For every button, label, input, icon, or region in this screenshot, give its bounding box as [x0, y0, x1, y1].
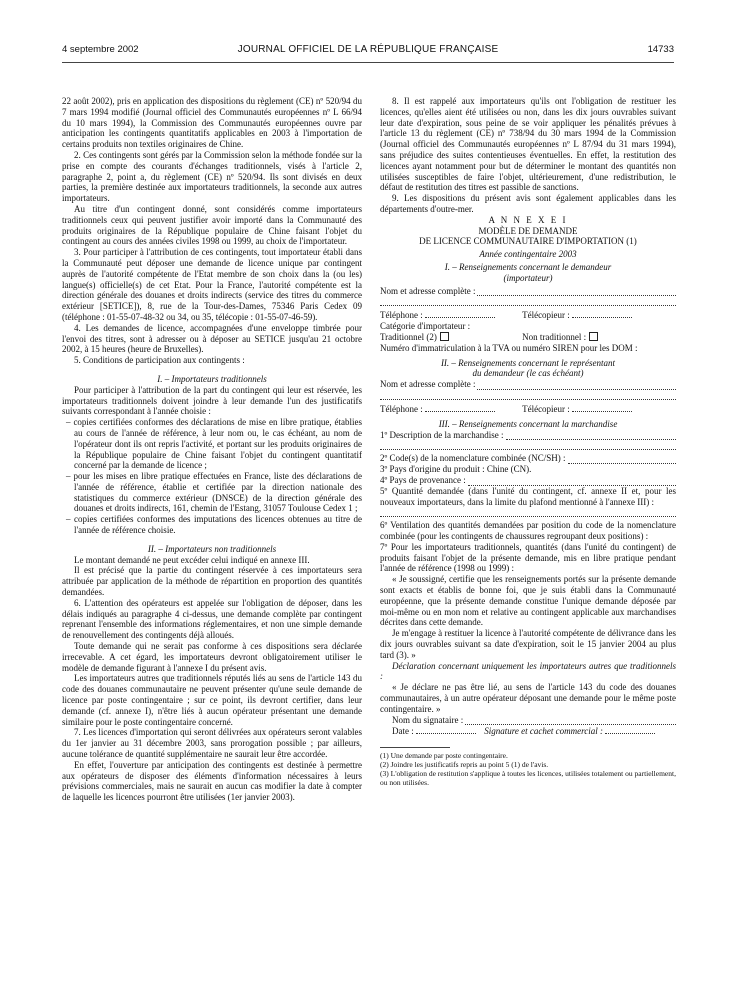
field-label: 2º Code(s) de la nomenclature combinée (NC/SH) :: [380, 453, 566, 464]
field-label: Nom du signataire :: [392, 714, 464, 725]
traditional-checkbox[interactable]: [440, 332, 449, 341]
left-column: [62, 96, 362, 803]
paragraph: 6. L'attention des opérateurs est appelée sur l'obligation de déposer, dans les délais indiqués au paragraphe 4 ci-dessus, une demande complète par contingent reprenant l'ensemble des informations réglementaires, et non une simple demande de renouvellement des contingents déjà alloués.: [62, 597, 362, 641]
blank-line[interactable]: [380, 393, 676, 400]
field-label: Date :: [392, 726, 414, 737]
section-heading: I. – Importateurs traditionnels: [157, 373, 267, 384]
paragraph: Le montant demandé ne peut excéder celui indiqué en annexe III.: [74, 554, 310, 565]
journal-title: JOURNAL OFFICIEL DE LA RÉPUBLIQUE FRANÇAISE: [237, 44, 499, 55]
footnote-rule: [380, 747, 450, 748]
paragraph: 8. Il est rappelé aux importateurs qu'ils ont l'obligation de restituer les licences, qu'elles aient été utilisées ou non, dans les dix jours ouvrables suivant leur date d'expiration, sous peine de se voir appliquer les pénalités prévues à l'article 13 du règlement (CE) nº 738/94 du 30 mars 1994 de la Commission (Journal officiel des Communautés européennes nº L 87/94 du 31 mars 1994), sans préjudice des suites contentieuses éventuelles. En effet, la restitution des licences ayant notamment pour but de déterminer le montant des quantités non utilisées susceptibles de faire l'objet, ultérieurement, d'une redistribution, le défaut de restitution des titres est passible de sanctions.: [380, 96, 676, 193]
section-heading: III. – Renseignements concernant la marchandise: [438, 418, 618, 429]
page-header: [62, 44, 674, 58]
section-heading-cont: (importateur): [503, 272, 553, 283]
footnote: (1) Une demande par poste contingentaire.: [380, 751, 508, 761]
paragraph: Pour participer à l'attribution de la part du contingent qui leur est réservée, les importateurs traditionnels doivent joindre à leur demande l'un des justificatifs suivants correspondant à l'année choisie :: [62, 384, 362, 417]
breakdown-field-label: 6º Ventilation des quantités demandées par position du code de la nomenclature combinée (pour les contingents de chaussures regroupant deux positions) :: [380, 520, 676, 542]
phone-field[interactable]: [425, 403, 495, 412]
paragraph: 9. Les dispositions du présent avis sont également applicables dans les départements d'outre-mer.: [380, 193, 676, 214]
paragraph: 4. Les demandes de licence, accompagnées d'une enveloppe timbrée pour l'envoi des titres, sont à adresser ou à déposer au SETICE jusqu'au 21 octobre 2002, à 15 heures (heure de Bruxelles).: [62, 322, 362, 355]
paragraph: 3. Pour participer à l'attribution de ces contingents, tout importateur établi dans la Communauté peut déposer une demande de licence unique par contingent auprès de l'autorité compétente de l'Etat membre de son choix dans la (ou les) langue(s) officielle(s) de cet Etat. Pour la France, l'autorité compétente est la direction générale des douanes et droits indirects (service des titres du commerce extérieur [SETICE]), 8, rue de la Tour-des-Dames, 75346 Paris Cedex 09 (téléphone : 01-55-07-48-32 ou 34, ou 35, télécopie : 01-55-07-46-59).: [62, 247, 362, 322]
paragraph: 5. Conditions de participation aux contingents :: [74, 355, 245, 366]
phone-field[interactable]: [425, 309, 495, 318]
field-label: Téléphone :: [380, 310, 423, 321]
field-label: Nom et adresse complète :: [380, 285, 476, 296]
field-label: Télécopieur :: [522, 310, 570, 321]
fax-field[interactable]: [572, 309, 632, 318]
description-field[interactable]: [380, 430, 676, 441]
contingent-year: Année contingentaire 2003: [479, 249, 577, 260]
form-title: MODÈLE DE DEMANDE: [478, 225, 578, 236]
paragraph: En effet, l'ouverture par anticipation des contingents est destinée à permettre aux opérateurs de disposer des éléments d'information nécessaires à leurs prévisions commerciales, mais ne saurait en aucun cas modifier la date à compter de laquelle les licences pourront être utilisées (1er janvier 2003).: [62, 759, 362, 803]
origin-field: 3º Pays d'origine du produit : Chine (CN).: [380, 464, 532, 475]
signatory-field[interactable]: [380, 715, 676, 726]
list-item: – copies certifiées conformes des déclarations de mise en libre pratique, établies au cours de l'année de référence, à leur nom ou, le cas échéant, au nom de l'opérateur dont ils ont repris l'activité, et portant sur les produits originaires de la République populaire de Chine faisant l'objet du contingent quantitatif concerné par la demande de licence ;: [66, 417, 362, 471]
blank-line[interactable]: [380, 443, 676, 450]
fax-field[interactable]: [572, 403, 632, 412]
representative-name-field[interactable]: [380, 379, 676, 390]
field-label: Catégorie d'importateur :: [380, 321, 471, 332]
header-rule: [62, 62, 674, 63]
quantity-field[interactable]: [380, 510, 676, 517]
vat-field-label: Numéro d'immatriculation à la TVA ou numéro SIREN pour les DOM :: [380, 342, 638, 353]
commitment-text: Je m'engage à restituer la licence à l'autorité compétente de délivrance dans les dix jours ouvrables suivant sa date d'expiration, soit le 15 janvier 2004 au plus tard (3). »: [380, 628, 676, 660]
field-label: Téléphone :: [380, 403, 423, 414]
form-subtitle: DE LICENCE COMMUNAUTAIRE D'IMPORTATION (1): [419, 236, 637, 247]
right-column: [380, 96, 676, 787]
section-heading: II. – Importateurs non traditionnels: [147, 543, 277, 554]
list-item: – pour les mises en libre pratique effectuées en France, liste des déclarations de l'année de référence, établie et certifiée par la direction nationale des statistiques du commerce extérieur (DNSCE) de la direction générale des douanes et droits indirects, 161, chemin de l'Estang, 31057 Toulouse Cedex 1 ;: [66, 471, 362, 514]
paragraph: Au titre d'un contingent donné, sont considérés comme importateurs traditionnels ceux qui peuvent justifier avoir importé dans la Communauté des produits originaires de la République populaire de Chine faisant l'objet du contingent au cours des années civiles 1998 ou 1999, au choix de l'importateur.: [62, 203, 362, 247]
section-heading: I. – Renseignements concernant le demandeur: [444, 261, 612, 272]
page-number: 14733: [647, 44, 674, 55]
provenance-field[interactable]: [380, 475, 676, 486]
paragraph: 2. Ces contingents sont gérés par la Commission selon la méthode fondée sur la prise en compte des courants d'échanges traditionnels, visés à l'article 2, paragraphe 2, point a, du règlement (CE) nº 520/94. Ils sont divisés en deux parties, la première destinée aux importateurs traditionnels, la seconde aux autres importateurs.: [62, 149, 362, 204]
field-label: Signature et cachet commercial :: [484, 726, 604, 737]
paragraph: 22 août 2002), pris en application des dispositions du règlement (CE) nº 520/94 du 7 mars 1994 modifié (Journal officiel des Communautés européennes nº L 66/94 du 10 mars 1994), la Commission des Communautés européennes ouvre par anticipation les contingents quantitatifs applicables en 2003 à l'importation de certains produits non textiles originaires de Chine.: [62, 96, 362, 150]
importer-type-row: [380, 332, 676, 343]
field-label: Traditionnel (2): [380, 331, 437, 342]
header-date: 4 septembre 2002: [62, 44, 139, 55]
paragraph: Les importateurs autres que traditionnels réputés liés au sens de l'article 143 du code des douanes communautaire ne peuvent présenter qu'une seule demande de licence par poste contingentaire ; sur ce point, ils devront certifier, dans leur demande (cf. annexe I), n'être liés à aucun opérateur présentant une demande similaire pour le poste contingentaire concerné.: [62, 673, 362, 727]
footnote: (2) Joindre les justificatifs repris au point 5 (1) de l'avis.: [380, 760, 549, 770]
list-item: – copies certifiées conformes des imputations des licences obtenues au titre de l'année de référence choisie.: [66, 514, 362, 536]
blank-line[interactable]: [380, 299, 676, 306]
section-heading-cont: du demandeur (le cas échéant): [472, 368, 584, 379]
certification-text: « Je soussigné, certifie que les renseignements portés sur la présente demande sont exacts et établis de bonne foi, que je suis établi dans la Communauté européenne, que la présente demande constitue l'unique demande déposée par moi-même ou en mon nom et relative au contingent applicable aux marchandises décrites dans cette demande.: [380, 574, 676, 628]
paragraph: Toute demande qui ne serait pas conforme à ces dispositions sera déclarée irrecevable. A cet égard, les importateurs devront obligatoirement utiliser le modèle de demande figurant à l'annexe I du présent avis.: [62, 641, 362, 673]
footnote: (3) L'obligation de restitution s'applique à toutes les licences, utilisées totalement ou partiellement, ou non utilisées.: [380, 769, 676, 788]
quantity-field-label: 5º Quantité demandée (dans l'unité du contingent, cf. annexe II et, pour les nouveaux importateurs, dans la limite du plafond mentionné à l'annexe III) :: [380, 485, 676, 507]
section-heading: II. – Renseignements concernant le représentant: [440, 357, 616, 368]
phone-fax-row: [380, 403, 676, 415]
field-label: 1º Description de la marchandise :: [380, 429, 504, 440]
non-traditional-checkbox[interactable]: [589, 332, 598, 341]
applicant-name-field[interactable]: [380, 286, 676, 297]
signature-field[interactable]: [605, 725, 655, 734]
field-label: 4º Pays de provenance :: [380, 474, 466, 485]
nc-code-field[interactable]: [380, 453, 676, 464]
declaration-text: « Je déclare ne pas être lié, au sens de l'article 143 du code des douanes communautaires, à un autre opérateur déposant une demande pour le même poste contingentaire. »: [380, 682, 676, 714]
field-label: Nom et adresse complète :: [380, 379, 476, 390]
date-signature-row: [380, 725, 676, 737]
paragraph: 7. Les licences d'importation qui seront délivrées aux opérateurs seront valables du 1er janvier au 31 décembre 2003, sans prorogation possible ; par ailleurs, aucune tolérance de quantité supplémentaire ne saurait leur être accordée.: [62, 727, 362, 760]
phone-fax-row: [380, 309, 676, 321]
field-label: Non traditionnel :: [522, 331, 587, 342]
traditional-quantity-label: 7º Pour les importateurs traditionnels, quantités (dans l'unité du contingent) de produits faisant l'objet de la présente demande, mis en libre pratique pendant l'année de référence (1998 ou 1999) :: [380, 541, 676, 574]
paragraph: Il est précisé que la partie du contingent réservée à ces importateurs sera attribuée par application de la méthode de répartition en proportion des quantités demandées.: [62, 565, 362, 598]
annex-title: A N N E X E I: [488, 214, 568, 225]
field-label: Télécopieur :: [522, 403, 570, 414]
date-field[interactable]: [416, 725, 476, 734]
declaration-heading: Déclaration concernant uniquement les importateurs autres que traditionnels :: [380, 660, 676, 682]
